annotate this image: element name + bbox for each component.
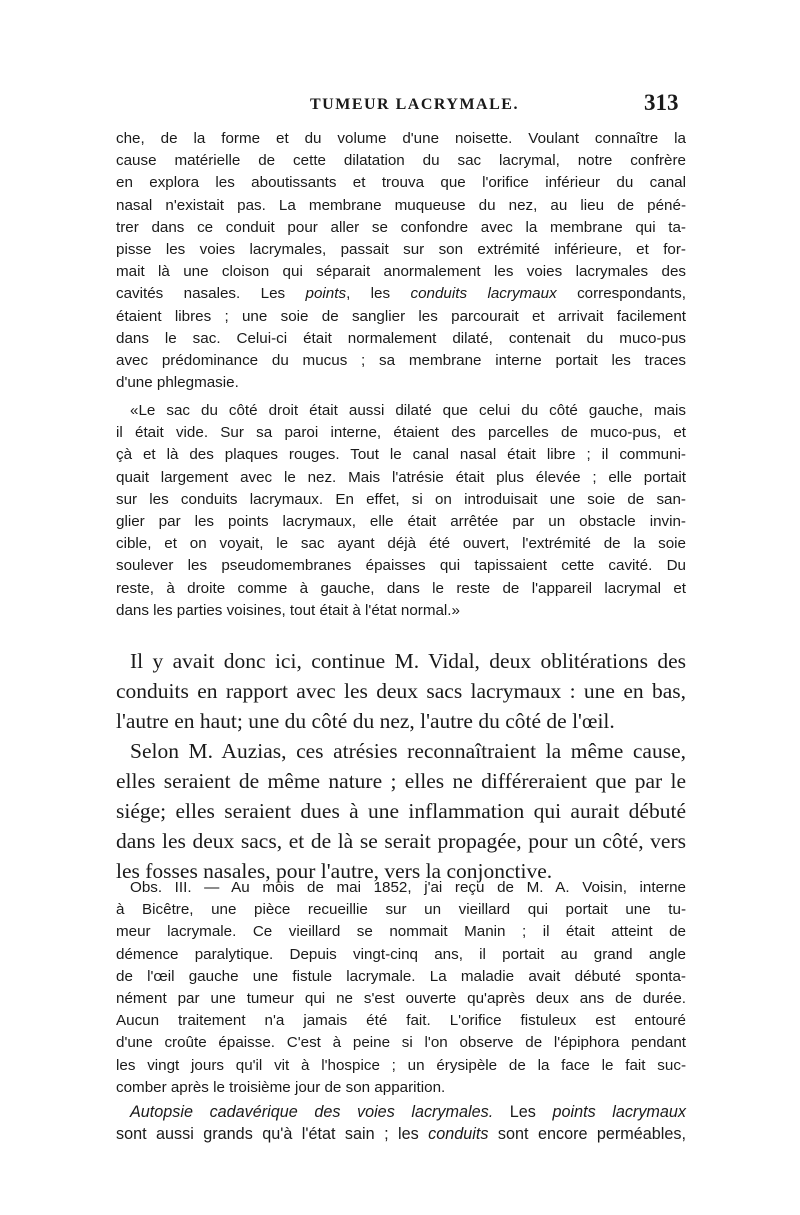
- text-line: en explora les aboutissants et trouva que l'orifice inférieur du canal: [116, 174, 686, 192]
- text-line: avec prédominance du mucus ; sa membrane interne portait les traces: [116, 351, 686, 369]
- text-line: nément par une tumeur qui ne s'est ouverte qu'après deux ans de durée.: [116, 989, 686, 1007]
- paragraph-2-quote: [116, 400, 686, 622]
- text-line: siége; elles seraient dues à une inflammation qui aurait débuté: [116, 798, 686, 823]
- text-line: glier par les points lacrymaux, elle était arrêtée par un obstacle invin-: [116, 512, 686, 530]
- italic-heading: Autopsie cadavérique des voies lacrymales.: [130, 1103, 494, 1121]
- text-line: soulever les pseudomembranes épaisses qui tapissaient cette cavité. Du: [116, 557, 686, 575]
- text-line: d'une phlegmasie.: [116, 374, 239, 392]
- text-line: de l'œil gauche une fistule lacrymale. La maladie avait débuté sponta-: [116, 967, 686, 985]
- italic-term: points: [305, 285, 347, 303]
- text-line: nasal n'existait pas. La membrane muqueuse du nez, au lieu de péné-: [116, 196, 686, 214]
- text-line: comber après le troisième jour de son apparition.: [116, 1078, 446, 1096]
- text-line: à Bicêtre, une pièce recueillie sur un vieillard qui portait une tu-: [116, 901, 686, 919]
- text-line: conduits en rapport avec les deux sacs lacrymaux : une en bas,: [116, 678, 686, 703]
- text-run: sont aussi grands qu'à l'état sain ; les: [116, 1125, 429, 1144]
- text-run: sont encore perméables,: [488, 1125, 686, 1144]
- text-line: dans les deux sacs, et de là se serait propagée, pour un côté, vers: [116, 828, 686, 853]
- running-title: TUMEUR LACRYMALE.: [310, 96, 519, 113]
- text-line: sur les conduits lacrymaux. En effet, si on introduisait une soie de san-: [116, 490, 686, 508]
- text-line: Selon M. Auzias, ces atrésies reconnaîtraient la même cause,: [130, 739, 686, 763]
- text-line: cause matérielle de cette dilatation du sac lacrymal, notre confrère: [116, 152, 686, 170]
- text-run: Les: [493, 1103, 553, 1121]
- text-line: Aucun traitement n'a jamais été fait. L'orifice fistuleux est entouré: [116, 1012, 686, 1030]
- paragraph-1: [116, 128, 686, 394]
- italic-term: conduits: [428, 1125, 489, 1144]
- text-line: il était vide. Sur sa paroi interne, étaient des parcelles de muco-pus, et: [116, 424, 686, 442]
- text-line: quait largement avec le nez. Mais l'atrésie était plus élevée ; elle portait: [116, 468, 686, 486]
- paragraph-6-autopsy: [116, 1101, 686, 1145]
- text-line: [116, 283, 686, 305]
- text-run: correspondants,: [556, 285, 686, 303]
- text-line: meur lacrymale. Ce vieillard se nommait Manin ; il était atteint de: [116, 923, 686, 941]
- text-line: d'une croûte épaisse. C'est à peine si l'on observe de l'épiphora pendant: [116, 1034, 686, 1052]
- text-line: Obs. III. — Au mois de mai 1852, j'ai reçu de M. A. Voisin, interne: [130, 879, 686, 896]
- text-line: elles seraient de même nature ; elles ne différeraient que par le: [116, 768, 686, 793]
- paragraph-3: [116, 647, 686, 737]
- text-line: dans les parties voisines, tout était à l'état normal.»: [116, 601, 460, 619]
- italic-term: conduits lacrymaux: [410, 285, 557, 303]
- text-line: l'autre en haut; une du côté du nez, l'autre du côté de l'œil.: [116, 708, 615, 733]
- text-line: étaient libres ; une soie de sanglier les parcourait et arrivait facilement: [116, 307, 686, 325]
- text-line: çà et là des plaques rouges. Tout le canal nasal était libre ; il communi-: [116, 446, 686, 464]
- text-line: [116, 1123, 686, 1145]
- text-line: Il y avait donc ici, continue M. Vidal, deux oblitérations des: [130, 649, 686, 673]
- paragraph-4: [116, 737, 686, 886]
- running-head: [0, 90, 800, 124]
- text-line: cible, et on voyait, le sac ayant déjà été ouvert, l'extrémité de la soie: [116, 535, 686, 553]
- paragraph-5-observation: [116, 877, 686, 1099]
- text-run: cavités nasales. Les: [116, 285, 306, 303]
- text-line: [116, 1101, 686, 1123]
- text-line: démence paralytique. Depuis vingt-cinq ans, il portait au grand angle: [116, 945, 686, 963]
- text-run: , les: [346, 285, 411, 303]
- text-line: trer dans ce conduit pour aller se confondre avec la membrane qui ta-: [116, 218, 686, 236]
- text-line: pisse les voies lacrymales, passait sur son extrémité inférieure, et for-: [116, 240, 686, 258]
- text-line: les vingt jours qu'il vit à l'hospice ; un érysipèle de la face le fait suc-: [116, 1056, 686, 1074]
- page-number: 313: [644, 90, 679, 115]
- text-line: reste, à droite comme à gauche, dans le reste de l'appareil lacrymal et: [116, 579, 686, 597]
- text-line: les fosses nasales, pour l'autre, vers la conjonctive.: [116, 858, 553, 883]
- text-line: mait là une cloison qui séparait anormalement les voies lacrymales des: [116, 263, 686, 281]
- text-line: «Le sac du côté droit était aussi dilaté que celui du côté gauche, mais: [130, 402, 686, 419]
- text-line: che, de la forme et du volume d'une noisette. Voulant connaître la: [116, 130, 686, 147]
- text-line: dans le sac. Celui-ci était normalement dilaté, contenait du muco-pus: [116, 329, 686, 347]
- italic-term: points lacrymaux: [552, 1103, 686, 1121]
